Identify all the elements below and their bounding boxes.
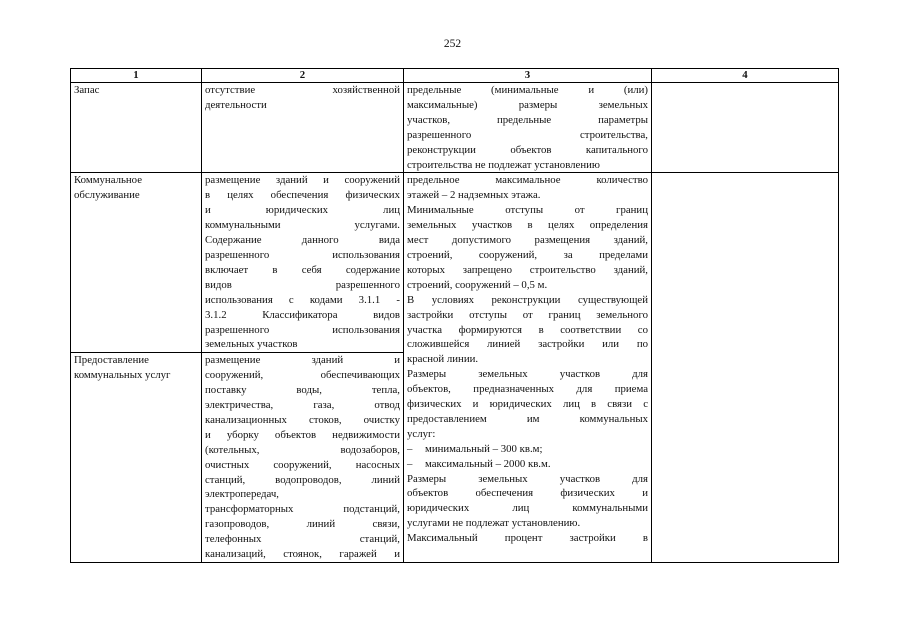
use-description-cell <box>202 83 404 173</box>
use-name-cell <box>71 83 202 173</box>
params-line: максимальные) размеры земельных <box>407 98 648 111</box>
params-line: строений, сооружений – 0,5 м. <box>407 278 548 291</box>
column-header-1: 1 <box>71 69 202 83</box>
description-line: канализаций, стоянок, гаражей и <box>205 548 400 561</box>
description-line: Содержание данного вида <box>205 234 400 247</box>
bullet-text: минимальный – 300 кв.м; <box>425 442 543 455</box>
params-line: этажей – 2 надземных этажа. <box>407 189 541 202</box>
description-line: размещение зданий и <box>205 354 400 367</box>
params-line: Размеры земельных участков для <box>407 472 648 485</box>
params-line: строений, сооружений, за пределами <box>407 248 648 261</box>
description-line: станций, водопроводов, линий <box>205 473 400 486</box>
description-line: поставку воды, тепла, <box>205 384 400 397</box>
description-line: размещение зданий и сооружений <box>205 174 400 187</box>
params-cell <box>404 83 652 173</box>
description-line: и уборку объектов недвижимости <box>205 428 400 441</box>
params-line: строительства не подлежат установлению <box>407 158 600 171</box>
params-line: земельных участков в целях определения <box>407 219 648 232</box>
description-line: включает в себя содержание <box>205 263 400 276</box>
params-line: мест допустимого размещения зданий, <box>407 234 648 247</box>
description-line: и юридических лиц <box>205 204 400 217</box>
params-line: предоставлением им коммунальных <box>407 412 648 425</box>
use-name-line: Коммунальное <box>74 174 142 187</box>
params-line: услугами не подлежат установлению. <box>407 517 581 530</box>
table-row <box>71 83 839 173</box>
params-line: В условиях реконструкции существующей <box>407 293 648 306</box>
description-line: очистных сооружений, насосных <box>205 458 400 471</box>
params-line: участка формируются в соответствии со <box>407 323 648 336</box>
params-line: предельное максимальное количество <box>407 174 648 187</box>
params-line: застройки отступы от границ земельного <box>407 308 648 321</box>
use-name-cell <box>71 353 202 563</box>
zoning-table <box>70 68 839 563</box>
table-row <box>71 173 839 353</box>
column-header-3: 3 <box>404 69 652 83</box>
params-line: физических и юридических лиц в связи с <box>407 398 648 411</box>
shared-params-cell <box>404 173 652 563</box>
description-line: трансформаторных подстанций, <box>205 503 400 516</box>
description-line: разрешенного использования <box>205 323 400 336</box>
params-line: объектов обеспечения физических и <box>407 487 648 500</box>
params-line: объектов, предназначенных для приема <box>407 383 648 396</box>
params-line: красной линии. <box>407 353 479 366</box>
description-line: (котельных, водозаборов, <box>205 443 400 456</box>
params-line: предельные (минимальные и (или) <box>407 84 648 96</box>
params-line: участков, предельные параметры <box>407 113 648 126</box>
description-line: видов разрешенного <box>205 278 400 291</box>
bullet-dash: – <box>407 442 413 455</box>
use-description-cell <box>202 353 404 563</box>
params-line: юридических лиц коммунальными <box>407 502 648 515</box>
description-line: газопроводов, линий связи, <box>205 518 400 531</box>
description-line: земельных участков <box>205 338 298 351</box>
page-number: 252 <box>443 38 462 50</box>
description-line: отсутствие хозяйственной <box>205 84 400 96</box>
description-line: электропередач, <box>205 488 279 501</box>
use-name: Запас <box>74 84 100 96</box>
params-line: реконструкции объектов капитального <box>407 143 648 156</box>
description-line: телефонных станций, <box>205 533 400 546</box>
description-line: деятельности <box>205 98 267 111</box>
params-line: услуг: <box>407 427 436 440</box>
bullet-item <box>407 442 648 457</box>
params-line: разрешенного строительства, <box>407 128 648 141</box>
notes-cell <box>652 83 839 173</box>
table-header-row <box>71 69 839 83</box>
bullet-dash: – <box>407 457 413 470</box>
use-name-cell <box>71 173 202 353</box>
params-line: Размеры земельных участков для <box>407 368 648 381</box>
description-line: 3.1.2 Классификатора видов <box>205 308 400 321</box>
description-line: электричества, газа, отвод <box>205 399 400 412</box>
description-line: в целях обеспечения физических <box>205 189 400 202</box>
description-line: коммунальными услугами. <box>205 219 400 232</box>
description-line: канализационных стоков, очистку <box>205 413 400 426</box>
params-line: которых запрещено строительство зданий, <box>407 263 648 276</box>
use-description-cell <box>202 173 404 353</box>
notes-cell <box>652 173 839 563</box>
params-line: Минимальные отступы от границ <box>407 204 648 217</box>
use-name-line: обслуживание <box>74 189 140 202</box>
description-line: сооружений, обеспечивающих <box>205 369 400 382</box>
bullet-item <box>407 457 648 472</box>
use-name-line: Предоставление <box>74 354 149 367</box>
description-line: разрешенного использования <box>205 248 400 261</box>
bullet-text: максимальный – 2000 кв.м. <box>425 457 551 470</box>
column-header-2: 2 <box>202 69 404 83</box>
params-line: сложившейся линией застройки или по <box>407 338 648 351</box>
column-header-4: 4 <box>652 69 839 83</box>
params-line: Максимальный процент застройки в <box>407 532 648 545</box>
description-line: использования с кодами 3.1.1 - <box>205 293 400 306</box>
use-name-line: коммунальных услуг <box>74 369 171 382</box>
